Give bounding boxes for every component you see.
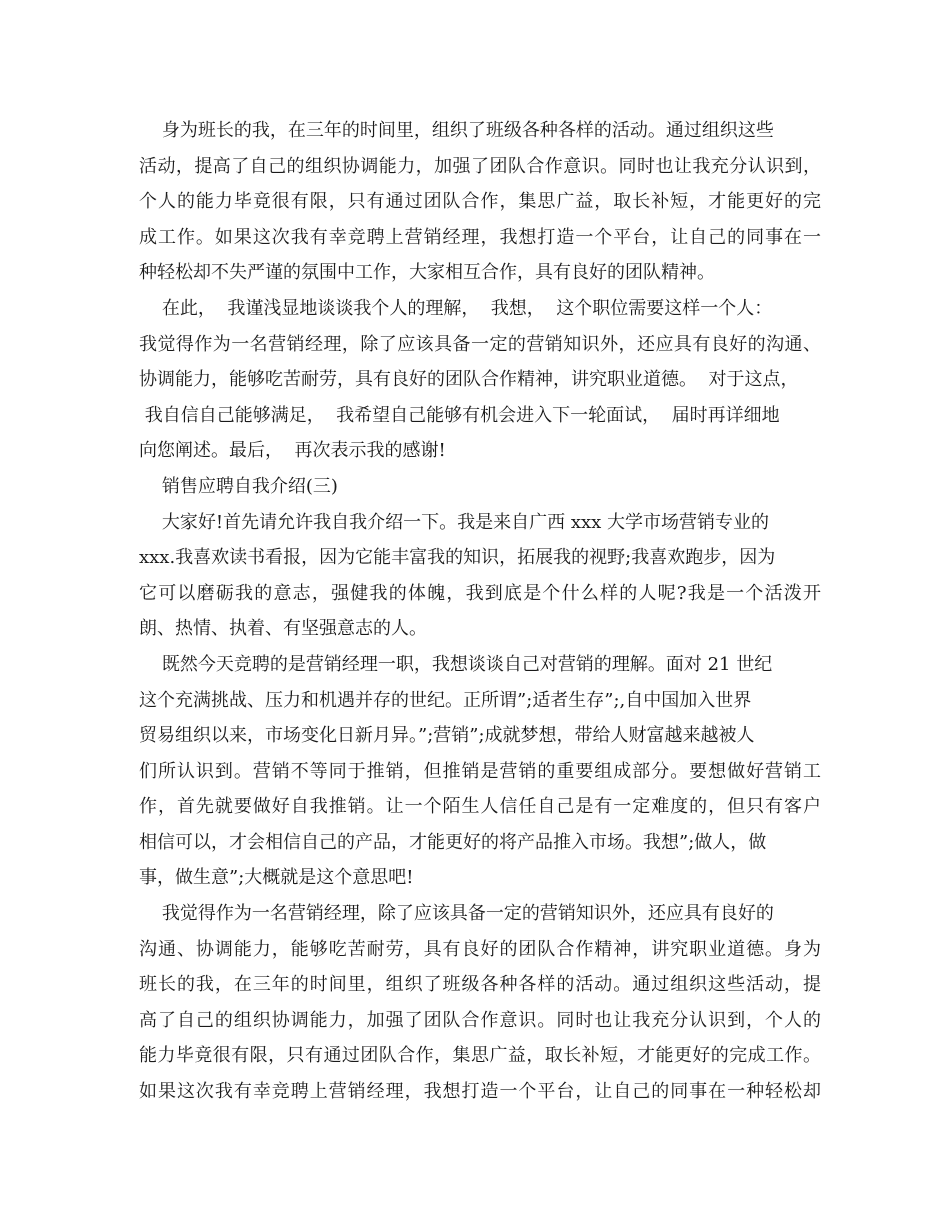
- text-line: 朗、热情、执着、有坚强意志的人。: [139, 618, 427, 640]
- text-line: 大家好!首先请允许我自我介绍一下。我是来自广西 xxx 大学市场营销专业的: [139, 511, 770, 533]
- text-line: 成工作。如果这次我有幸竞聘上营销经理，我想打造一个平台，让自己的同事在一: [139, 226, 821, 248]
- text-line: 我觉得作为一名营销经理，除了应该具备一定的营销知识外，还应具有良好的: [139, 903, 774, 925]
- text-line: 高了自己的组织协调能力，加强了团队合作意识。同时也让我充分认识到，个人的: [139, 1009, 821, 1031]
- text-line: 种轻松却不失严谨的氛围中工作，大家相互合作，具有良好的团队精神。: [139, 262, 715, 284]
- text-line: 活动，提高了自己的组织协调能力，加强了团队合作意识。同时也让我充分认识到，: [139, 155, 821, 177]
- text-line: 在此， 我谨浅显地谈谈我个人的理解， 我想， 这个职位需要这样一个人：: [139, 297, 773, 319]
- text-line: 贸易组织以来，市场变化日新月异。”;营销”;成就梦想，带给人财富越来越被人: [139, 725, 755, 747]
- text-line: 沟通、协调能力，能够吃苦耐劳，具有良好的团队合作精神，讲究职业道德。身为: [139, 938, 821, 960]
- text-line: 我觉得作为一名营销经理，除了应该具备一定的营销知识外，还应具有良好的沟通、: [139, 333, 821, 355]
- text-line: 相信可以，才会相信自己的产品，才能更好的将产品推入市场。我想”;做人，做: [139, 831, 767, 853]
- text-line: 这个充满挑战、压力和机遇并存的世纪。正所谓”;适者生存”;,自中国加入世界: [139, 689, 752, 711]
- text-line: 能力毕竟很有限，只有通过团队合作，集思广益，取长补短，才能更好的完成工作。: [139, 1045, 821, 1067]
- text-line: xxx.我喜欢读书看报，因为它能丰富我的知识，拓展我的视野;我喜欢跑步，因为: [139, 547, 776, 569]
- text-line: 既然今天竞聘的是营销经理一职，我想谈谈自己对营销的理解。面对 21 世纪: [139, 653, 773, 675]
- text-line: 班长的我，在三年的时间里，组织了班级各种各样的活动。通过组织这些活动，提: [139, 974, 821, 996]
- text-line: 个人的能力毕竟很有限，只有通过团队合作，集思广益，取长补短，才能更好的完: [139, 191, 821, 213]
- document-body: [139, 113, 821, 1110]
- section-heading: 销售应聘自我介绍(三): [139, 475, 338, 497]
- text-line: 它可以磨砺我的意志，强健我的体魄，我到底是个什么样的人呢?我是一个活泼开: [139, 582, 821, 604]
- text-line: 事，做生意”;大概就是这个意思吧!: [139, 867, 414, 889]
- text-line: 如果这次我有幸竞聘上营销经理，我想打造一个平台，让自己的同事在一种轻松却: [139, 1081, 821, 1103]
- text-line: 作，首先就要做好自我推销。让一个陌生人信任自己是有一定难度的，但只有客户: [139, 796, 821, 818]
- text-line: 协调能力，能够吃苦耐劳，具有良好的团队合作精神，讲究职业道德。 对于这点，: [139, 369, 799, 391]
- text-line: 我自信自己能够满足， 我希望自己能够有机会进入下一轮面试， 届时再详细地: [139, 404, 780, 426]
- text-line: 们所认识到。营销不等同于推销，但推销是营销的重要组成部分。要想做好营销工: [139, 760, 821, 782]
- text-line: 身为班长的我，在三年的时间里，组织了班级各种各样的活动。通过组织这些: [139, 120, 774, 141]
- text-line: 向您阐述。最后， 再次表示我的感谢!: [139, 440, 446, 462]
